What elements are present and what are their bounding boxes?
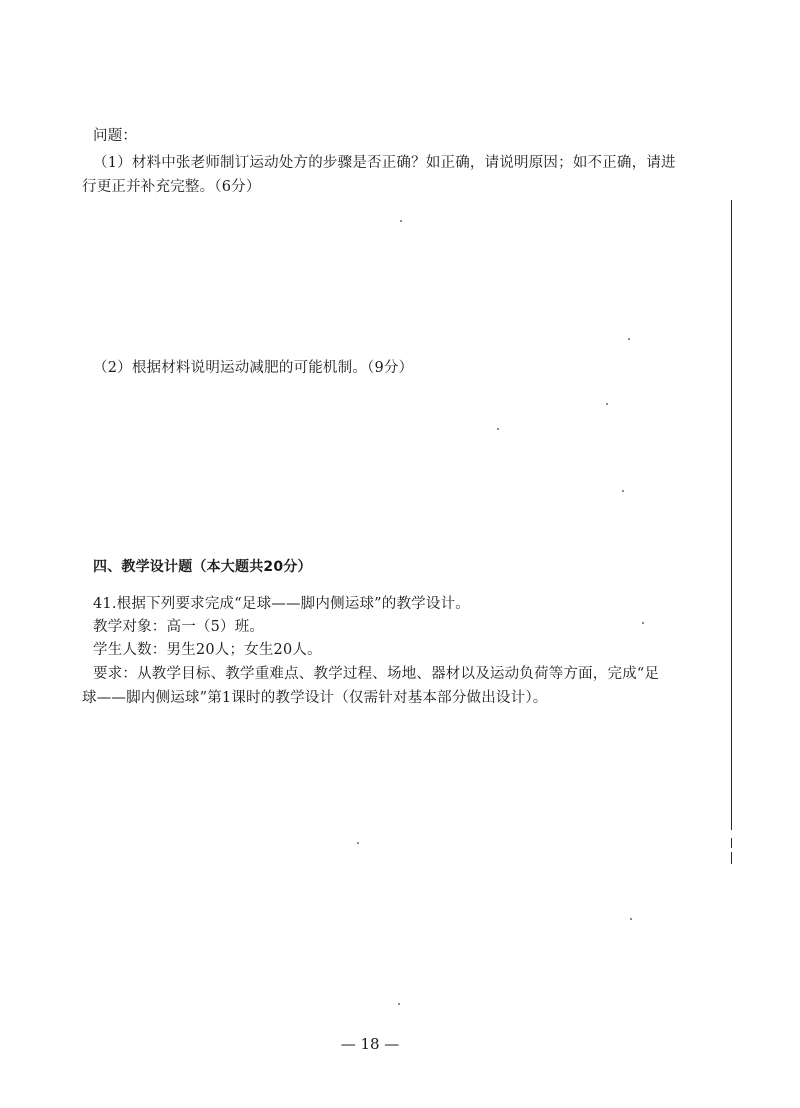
binding-margin-rule-dash: [731, 852, 732, 864]
scan-speck: [398, 1003, 400, 1005]
page-number: — 18 —: [340, 1035, 400, 1053]
scan-speck: [630, 918, 632, 920]
section-4-heading: 四、教学设计题（本大题共20分）: [93, 559, 312, 575]
scan-speck: [357, 842, 359, 844]
question-1-line-1: （1）材料中张老师制订运动处方的步骤是否正确？如正确，请说明原因；如不正确，请进: [93, 155, 676, 171]
scan-speck: [497, 428, 499, 430]
question-1-line-2: 行更正并补充完整。（6分）: [82, 179, 261, 195]
student-count: 学生人数：男生20人；女生20人。: [93, 642, 322, 658]
binding-margin-rule: [731, 200, 732, 830]
question-41-intro: 41.根据下列要求完成“足球——脚内侧运球”的教学设计。: [93, 596, 470, 612]
requirement-line-1: 要求：从教学目标、教学重难点、教学过程、场地、器材以及运动负荷等方面，完成“足: [93, 666, 660, 682]
scan-speck: [400, 220, 402, 222]
question-2-line-1: （2）根据材料说明运动减肥的可能机制。（9分）: [93, 360, 414, 376]
teaching-target: 教学对象：高一（5）班。: [93, 619, 265, 635]
scan-speck: [628, 338, 630, 340]
scan-speck: [642, 622, 644, 624]
binding-margin-rule-dash: [731, 838, 732, 848]
scan-speck: [606, 403, 608, 405]
scan-speck: [622, 490, 624, 492]
requirement-line-2: 球——脚内侧运球”第1课时的教学设计（仅需针对基本部分做出设计）。: [82, 690, 548, 706]
questions-header: 问题：: [93, 128, 138, 144]
